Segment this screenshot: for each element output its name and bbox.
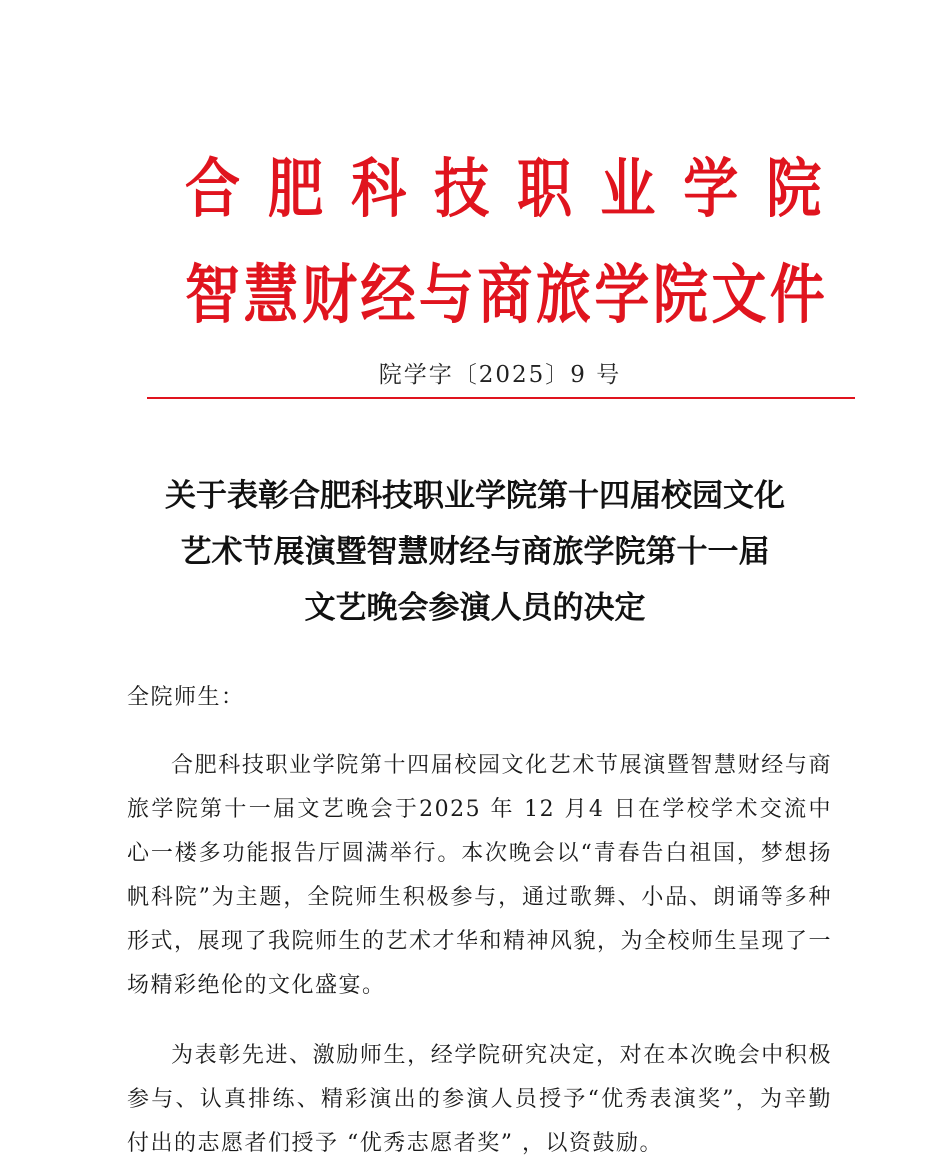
masthead-line-2-char: 旅 [535,259,591,333]
masthead-line-2 [185,258,825,334]
salutation: 全院师生： [127,685,245,710]
masthead-line-2-char: 学 [594,259,650,333]
masthead-line-1-char: 职 [517,153,573,227]
masthead-line-2-char: 财 [301,259,357,333]
masthead-line-2-char: 智 [185,259,241,333]
masthead-line-2-char: 经 [360,259,416,333]
masthead-line-1-char: 肥 [268,153,324,227]
masthead-line-1-char: 院 [766,153,822,227]
document-number: 院学字〔2025〕9 号 [378,362,622,388]
document-title [0,468,950,636]
masthead-line-1-char: 技 [434,153,490,227]
title-line-3: 文艺晚会参演人员的决定 [304,590,646,626]
red-divider-rule [147,397,855,399]
masthead-line-2-char: 与 [418,259,474,333]
paragraph-2: 为表彰先进、激励师生，经学院研究决定，对在本次晚会中积极参与、认真排练、精彩演出的参演人员授予“优秀表演奖”，为辛勤付出的志愿者们授予 “优秀志愿者奖” ，以资鼓励。 [127,1043,832,1156]
masthead-line-1-char: 科 [351,153,407,227]
paragraph-1: 合肥科技职业学院第十四届校园文化艺术节展演暨智慧财经与商旅学院第十一届文艺晚会于2025 年 12 月4 日在学校学术交流中心一楼多功能报告厅圆满举行。本次晚会以“青春告白祖国，梦想扬帆科院”为主题，全院师生积极参与，通过歌舞、小品、朗诵等多种形式，展现了我院师生的艺术才华和精神风貌，为全校师生呈现了一场精彩绝伦的文化盛宴。 [127,753,833,998]
masthead-line-2-char: 商 [477,259,533,333]
masthead-line-2-char: 件 [769,259,825,333]
masthead-line-1-char: 合 [185,153,241,227]
masthead-line-1-char: 业 [600,153,656,227]
masthead-line-1-char: 学 [683,153,739,227]
title-line-1: 关于表彰合肥科技职业学院第十四届校园文化 [165,478,785,514]
title-line-2: 艺术节展演暨智慧财经与商旅学院第十一届 [180,534,770,570]
masthead-line-2-char: 慧 [243,259,299,333]
masthead-line-1 [185,152,821,228]
masthead-line-2-char: 院 [652,259,708,333]
masthead-line-2-char: 文 [711,259,767,333]
